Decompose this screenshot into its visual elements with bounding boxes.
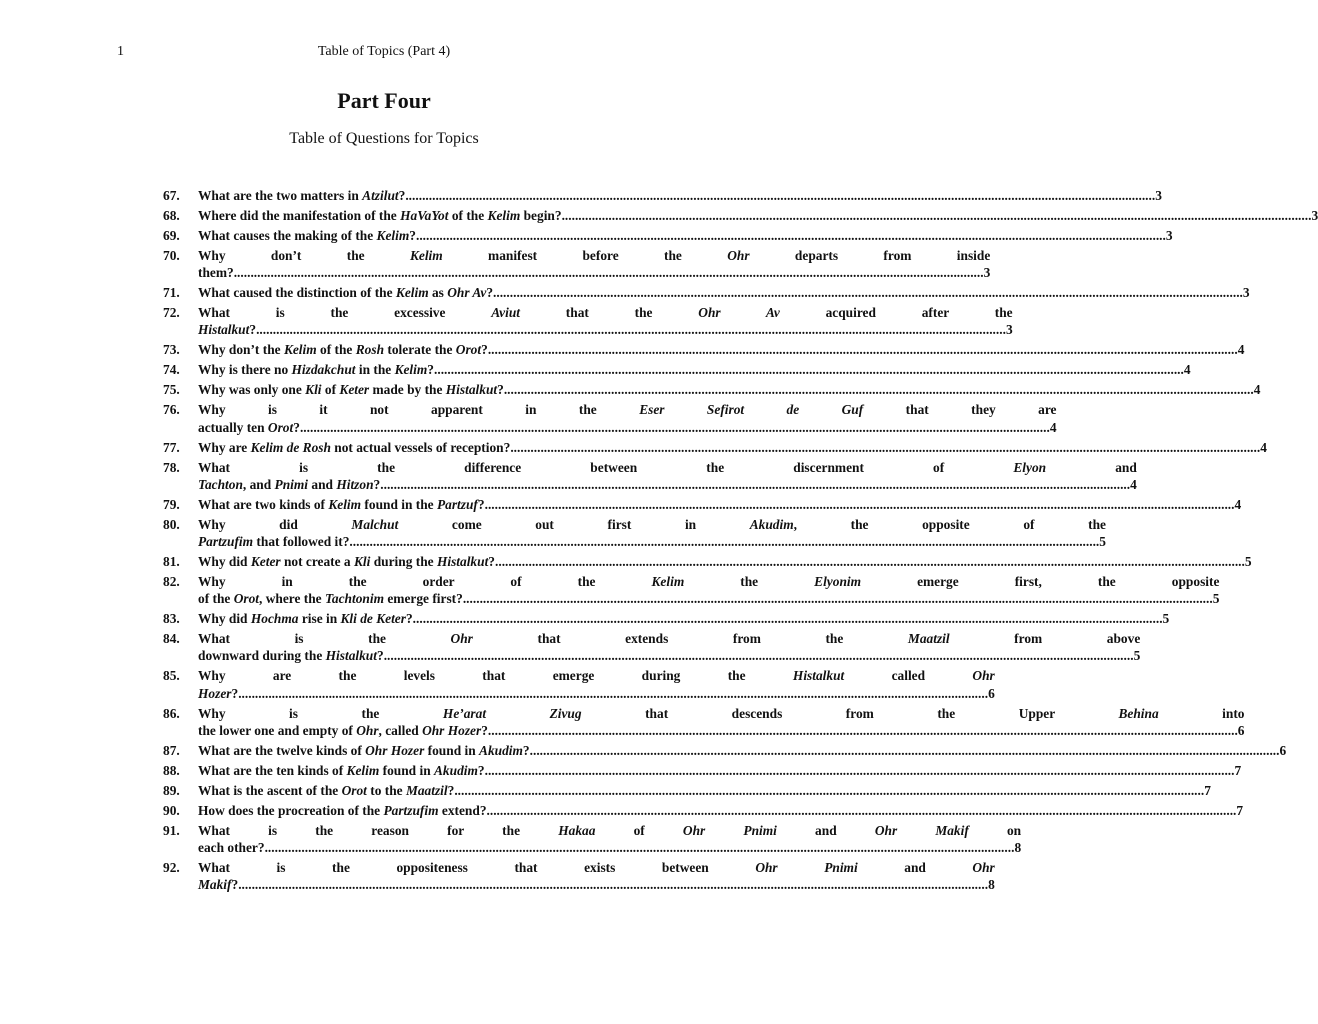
toc-entry-page: 5 bbox=[1162, 611, 1170, 627]
toc-entry-page: 3 bbox=[1311, 208, 1318, 223]
toc-entry-number: 81. bbox=[163, 554, 180, 570]
toc-entry[interactable] bbox=[163, 401, 1057, 435]
toc-entry[interactable] bbox=[163, 187, 1162, 204]
toc-entry[interactable] bbox=[163, 341, 1245, 358]
toc-entry-question: What is the oppositeness that exists between Ohr Pnimi and Ohr Makif? ..... 8 bbox=[198, 859, 995, 893]
dot-leader bbox=[510, 439, 1260, 456]
toc-entry-page: 3 bbox=[1005, 322, 1013, 338]
toc-entry-page: 7 bbox=[1204, 782, 1211, 798]
toc-entry-number: 67. bbox=[163, 188, 180, 203]
dot-leader bbox=[384, 647, 1134, 664]
toc-entry[interactable] bbox=[163, 667, 995, 701]
dot-leader bbox=[495, 553, 1245, 570]
toc-entry-page: 4 bbox=[1130, 476, 1137, 492]
toc-entry-question: What are the twelve kinds of Ohr Hozer found in Akudim? ..... 6 bbox=[198, 742, 1286, 759]
toc-entry[interactable] bbox=[163, 553, 1252, 570]
toc-entry-page: 7 bbox=[1236, 802, 1244, 818]
dot-leader bbox=[434, 361, 1184, 378]
dot-leader bbox=[238, 685, 988, 702]
toc-entry-number: 86. bbox=[163, 705, 180, 721]
dot-leader bbox=[256, 321, 1006, 338]
toc-entry-number: 83. bbox=[163, 611, 180, 627]
toc-entry[interactable] bbox=[163, 822, 1022, 856]
toc-entry-number: 91. bbox=[163, 822, 180, 838]
toc-entry-question: Why is there no Hizdakchut in the Kelim? ..... 4 bbox=[198, 361, 1191, 378]
dot-leader bbox=[238, 876, 988, 893]
toc-entry-number: 69. bbox=[163, 228, 180, 243]
toc-entry[interactable] bbox=[163, 227, 1173, 244]
running-title: Table of Topics (Part 4) bbox=[317, 44, 451, 59]
toc-entry-page: 5 bbox=[1133, 648, 1141, 664]
toc-entry[interactable] bbox=[163, 782, 1211, 799]
toc-entry[interactable] bbox=[163, 516, 1106, 550]
toc-entry-number: 84. bbox=[163, 631, 180, 647]
toc-entry[interactable] bbox=[163, 859, 995, 893]
toc-entry[interactable] bbox=[163, 439, 1267, 456]
toc-entry[interactable] bbox=[163, 361, 1191, 378]
toc-entry-question: Why did Hochma rise in Kli de Keter? ..... 5 bbox=[198, 610, 1169, 627]
dot-leader bbox=[265, 839, 1015, 856]
toc-entry-question: What is the difference between the discernment of Elyon and Tachton, and Pnimi and Hitzon? ..... 4 bbox=[198, 459, 1137, 493]
toc-entry-question: Why don’t the Kelim manifest before the Ohr departs from inside them? ..... 3 bbox=[198, 247, 990, 281]
toc-entry-page: 6 bbox=[1279, 742, 1287, 758]
toc-entry[interactable] bbox=[163, 459, 1137, 493]
toc-entry-number: 71. bbox=[163, 285, 180, 301]
toc-entry-question: Why is it not apparent in the Eser Sefirot de Guf that they are actually ten Orot? ..... 4 bbox=[198, 401, 1057, 435]
toc-entry-page: 3 bbox=[983, 265, 991, 281]
dot-leader bbox=[349, 533, 1099, 550]
toc-entry-page: 7 bbox=[1234, 762, 1242, 778]
toc-entry-page: 5 bbox=[1212, 591, 1220, 607]
toc-entry-number: 80. bbox=[163, 516, 180, 532]
dot-leader bbox=[487, 802, 1237, 819]
toc-entry-question: Why don’t the Kelim of the Rosh tolerate the Orot? ..... 4 bbox=[198, 341, 1244, 358]
toc-entry-page: 3 bbox=[1242, 285, 1250, 301]
toc-entry[interactable] bbox=[163, 742, 1287, 759]
toc-entry[interactable] bbox=[163, 573, 1220, 607]
toc-entry[interactable] bbox=[163, 705, 1245, 739]
dot-leader bbox=[493, 284, 1243, 301]
dot-leader bbox=[530, 742, 1280, 759]
dot-leader bbox=[454, 782, 1204, 799]
toc-entry-page: 4 bbox=[1253, 382, 1261, 398]
toc-entry-number: 73. bbox=[163, 342, 180, 358]
page-title: Part Four bbox=[337, 88, 431, 113]
toc-entry-question: Why in the order of the Kelim the Elyonim emerge first, the opposite of the Orot, where the Tachtonim emerge first? ..... 5 bbox=[198, 573, 1219, 607]
toc-entry-question: Why are Kelim de Rosh not actual vessels of reception? ..... 4 bbox=[198, 439, 1267, 456]
dot-leader bbox=[380, 476, 1130, 493]
toc-entry-page: 4 bbox=[1049, 419, 1057, 435]
toc-entry[interactable] bbox=[163, 496, 1242, 513]
dot-leader bbox=[562, 207, 1312, 224]
toc-entry[interactable] bbox=[163, 304, 1013, 338]
toc-entry-question: Why is the He’arat Zivug that descends from the Upper Behina into the lower one and empty of Ohr, called Ohr Hozer? ..... 6 bbox=[198, 705, 1245, 739]
toc-entry-number: 75. bbox=[163, 382, 180, 398]
toc-entry-number: 72. bbox=[163, 305, 180, 321]
toc-entry[interactable] bbox=[163, 381, 1261, 398]
page-subtitle: Table of Questions for Topics bbox=[289, 130, 479, 147]
toc-entry-question: How does the procreation of the Partzufim extend? ..... 7 bbox=[198, 802, 1243, 819]
toc-entry-question: What is the reason for the Hakaa of Ohr Pnimi and Ohr Makif on each other? ..... 8 bbox=[198, 822, 1021, 856]
toc-entry-page: 5 bbox=[1244, 554, 1252, 570]
dot-leader bbox=[300, 419, 1050, 436]
toc-entry[interactable] bbox=[163, 630, 1141, 664]
dot-leader bbox=[416, 227, 1166, 244]
dot-leader bbox=[485, 762, 1235, 779]
toc-entry-question: What caused the distinction of the Kelim as Ohr Av? ..... 3 bbox=[198, 284, 1250, 301]
dot-leader bbox=[488, 341, 1238, 358]
toc-entry-page: 3 bbox=[1155, 188, 1162, 203]
toc-entry-number: 89. bbox=[163, 782, 180, 798]
toc-entry-number: 68. bbox=[163, 208, 180, 223]
toc-entry[interactable] bbox=[163, 610, 1170, 627]
toc-entry-number: 78. bbox=[163, 459, 180, 475]
table-of-questions bbox=[163, 187, 1318, 896]
toc-entry-number: 88. bbox=[163, 762, 180, 778]
toc-entry-question: What is the excessive Aviut that the Ohr Av acquired after the Histalkut? ..... 3 bbox=[198, 304, 1013, 338]
toc-entry[interactable] bbox=[163, 284, 1250, 301]
toc-entry-number: 87. bbox=[163, 742, 180, 758]
toc-entry-page: 8 bbox=[1014, 840, 1022, 856]
toc-entry-number: 85. bbox=[163, 668, 180, 684]
toc-entry-number: 74. bbox=[163, 362, 180, 378]
page-number: 1 bbox=[117, 44, 124, 59]
toc-entry-question: Why are the levels that emerge during the Histalkut called Ohr Hozer? ..... 6 bbox=[198, 667, 995, 701]
toc-entry[interactable] bbox=[163, 247, 991, 281]
toc-entry-question: What causes the making of the Kelim? ..... 3 bbox=[198, 227, 1173, 244]
toc-entry-number: 77. bbox=[163, 439, 180, 455]
toc-entry-question: Where did the manifestation of the HaVaYot of the Kelim begin? ..... 3 bbox=[198, 207, 1318, 224]
dot-leader bbox=[485, 496, 1235, 513]
toc-entry-page: 6 bbox=[988, 685, 995, 701]
toc-entry-page: 6 bbox=[1237, 722, 1245, 738]
toc-entry-question: What are the two matters in Atzilut? ..... 3 bbox=[198, 187, 1162, 204]
toc-entry-number: 92. bbox=[163, 860, 180, 876]
toc-entry-number: 70. bbox=[163, 248, 180, 263]
dot-leader bbox=[234, 264, 984, 281]
dot-leader bbox=[413, 610, 1163, 627]
toc-entry-question: What is the ascent of the Orot to the Maatzil? ..... 7 bbox=[198, 782, 1211, 799]
toc-entry-question: What is the Ohr that extends from the Maatzil from above downward during the Histalkut? ..... 5 bbox=[198, 630, 1140, 664]
toc-entry-page: 4 bbox=[1234, 496, 1242, 512]
toc-entry[interactable] bbox=[163, 802, 1244, 819]
toc-entry-page: 4 bbox=[1260, 439, 1267, 455]
toc-entry-question: What are two kinds of Kelim found in the Partzuf? ..... 4 bbox=[198, 496, 1241, 513]
toc-entry-question: What are the ten kinds of Kelim found in Akudim? ..... 7 bbox=[198, 762, 1241, 779]
dot-leader bbox=[488, 722, 1238, 739]
toc-entry-question: Why did Malchut come out first in Akudim, the opposite of the Partzufim that followed it? ..... 5 bbox=[198, 516, 1106, 550]
toc-entry-question: Why did Keter not create a Kli during the Histalkut? ..... 5 bbox=[198, 553, 1252, 570]
toc-entry-page: 3 bbox=[1165, 228, 1173, 243]
toc-entry-question: Why was only one Kli of Keter made by the Histalkut? ..... 4 bbox=[198, 381, 1260, 398]
toc-entry-page: 5 bbox=[1099, 534, 1106, 550]
toc-entry[interactable] bbox=[163, 762, 1242, 779]
dot-leader bbox=[405, 187, 1155, 204]
toc-entry[interactable] bbox=[163, 207, 1318, 224]
toc-entry-number: 79. bbox=[163, 496, 180, 512]
toc-entry-number: 76. bbox=[163, 402, 180, 418]
toc-entry-page: 4 bbox=[1183, 362, 1191, 378]
toc-entry-page: 4 bbox=[1237, 342, 1245, 358]
dot-leader bbox=[463, 590, 1213, 607]
toc-entry-number: 90. bbox=[163, 802, 180, 818]
dot-leader bbox=[504, 381, 1254, 398]
toc-entry-number: 82. bbox=[163, 574, 180, 590]
toc-entry-page: 8 bbox=[988, 877, 995, 893]
